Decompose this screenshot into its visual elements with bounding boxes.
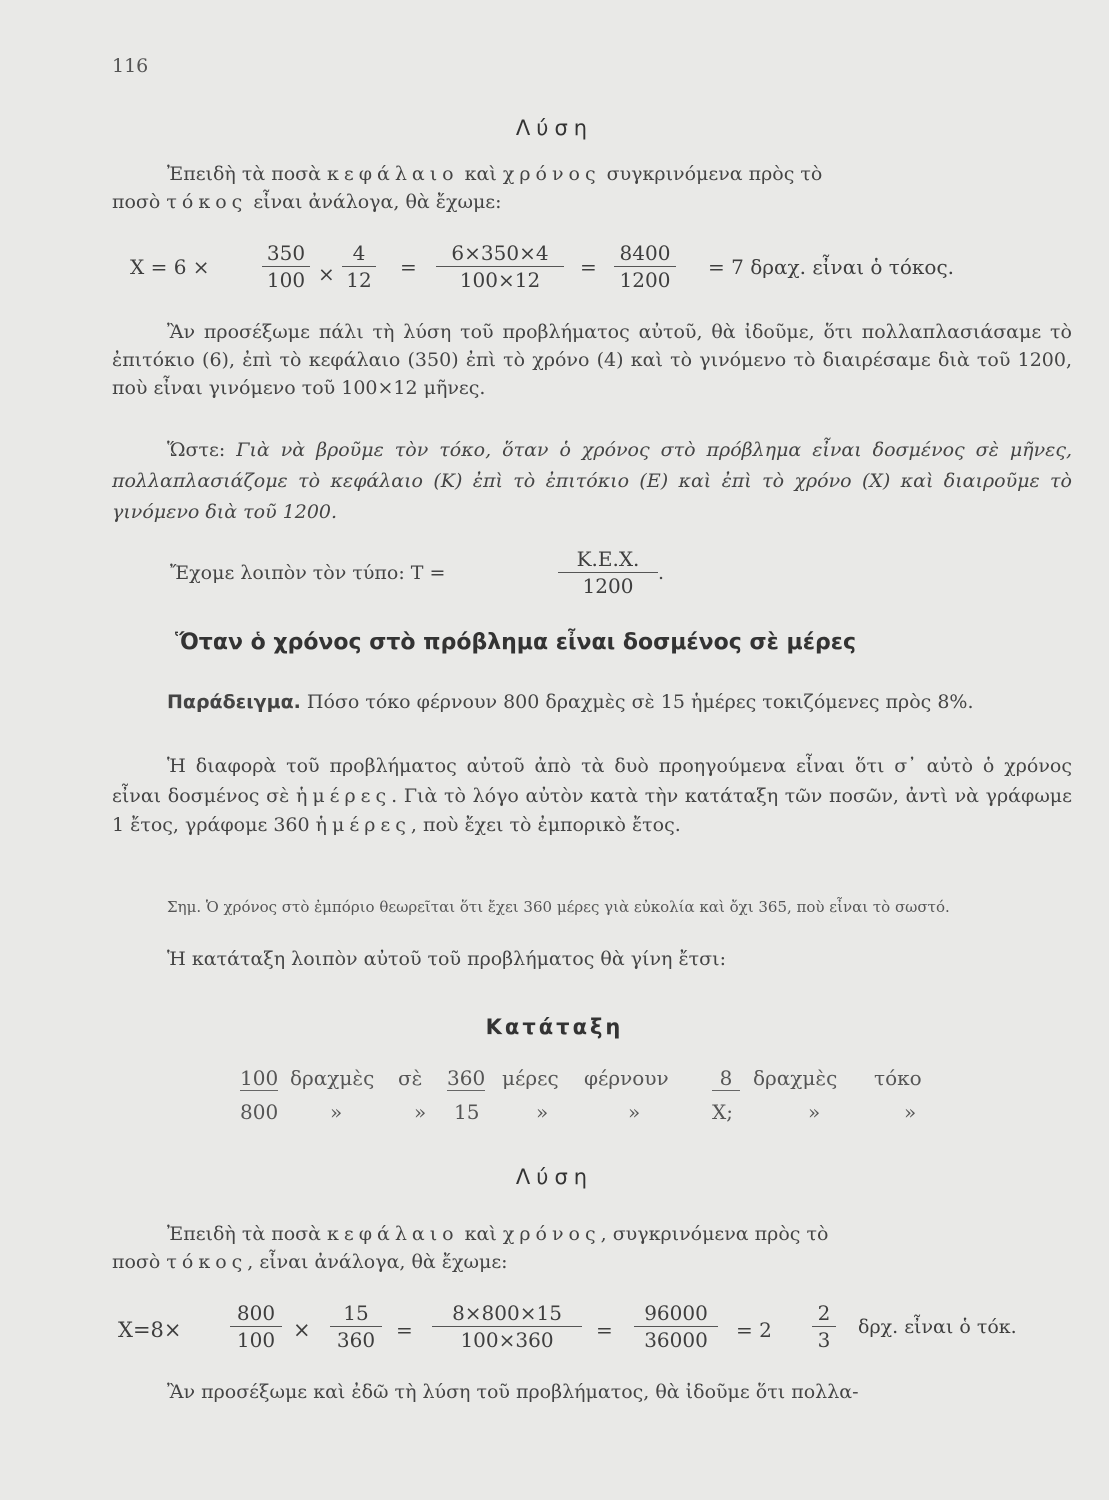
denominator: 1200 [619,268,671,292]
eq2-equals: = [596,1318,613,1342]
formula-suffix: . [658,562,665,584]
eq2-whole: = 2 [736,1318,772,1342]
note-text: Σημ. Ὁ χρόνος στὸ ἐμπόριο θεωρεῖται ὅτι ἔχει 360 μέρες γιὰ εὐκολία καὶ ὄχι 365, ποὺ εἶναι τὸ σωστό. [167,898,950,916]
table-cell: » [808,1100,821,1124]
numerator: 15 [330,1300,382,1327]
text-segment: καὶ [458,1223,503,1245]
table-cell: δραχμὲς [753,1066,838,1090]
spaced-word: ἡμέρες [315,814,411,836]
numerator: 2 [812,1300,836,1327]
denominator: 100 [266,268,306,292]
eq2-lhs: X=8× [118,1318,182,1342]
table-cell: X; [712,1100,733,1124]
note-paragraph [112,894,1072,920]
denominator: 36000 [644,1328,708,1352]
heading-solution-2: Λύση [515,1165,594,1189]
eq2-fraction-2 [330,1300,382,1353]
table-cell: 360 [447,1066,486,1090]
eq2-fraction-4 [634,1300,718,1353]
solution-2-text [112,1220,1072,1276]
table-cell: » [628,1100,641,1124]
section-title: Ὅταν ὁ χρόνος στὸ πρόβλημα εἶναι δοσμένος σὲ μέρες [175,630,856,655]
spaced-word: κεφάλαιο [327,1223,459,1245]
numerator: 8×800×15 [432,1300,582,1327]
denominator: 1200 [582,574,634,598]
eq2-equals: = [396,1318,413,1342]
heading-katataxi: Κατάταξη [485,1015,624,1039]
observation-text: Ἂν προσέξωμε πάλι τὴ λύση τοῦ προβλήματος αὐτοῦ, θὰ ἰδοῦμε, ὅτι πολλαπλασιάσαμε τὸ ἐπιτόκιο (6), ἐπὶ τὸ κεφάλαιο (350) ἐπὶ τὸ χρόνο (4) καὶ τὸ γινόμενο τὸ διαιρέσαμε διὰ τοῦ 1200, ποὺ εἶναι γινόμενο τοῦ 100×12 μῆνες. [112,321,1072,399]
eq1-equals: = [580,255,597,279]
difference-paragraph [112,752,1072,841]
text-segment: . Γιὰ τὸ λόγο αὐτὸν κατὰ τὴν κατάταξη τῶν ποσῶν, ἀντὶ νὰ γράφωμε 1 ἔτος, γράφομε 360 [112,784,1072,836]
numerator: 350 [262,240,310,267]
example-text: Πόσο τόκο φέρνουν 800 δραχμὲς σὲ 15 ἡμέρες τοκιζόμενες πρὸς 8%. [300,691,974,713]
table-cell: » [536,1100,549,1124]
denominator: 12 [346,268,372,292]
text-segment: συγκρινόμενα πρὸς τὸ [600,163,823,185]
text-segment: Ἐπειδὴ τὰ ποσὰ [167,1223,327,1245]
eq1-fraction-2 [342,240,376,293]
solution-1-text [112,160,1072,216]
eq1-fraction-1 [262,240,310,293]
katataxi-intro [112,945,1072,973]
eq1-fraction-3 [436,240,564,293]
eq2-fraction-1 [230,1300,282,1353]
spaced-word: κεφάλαιο [327,163,459,185]
example-paragraph [112,688,1072,716]
eq2-fraction-3 [432,1300,582,1353]
numerator: 96000 [634,1300,718,1327]
spaced-word: τόκος [166,191,248,213]
table-cell: μέρες [502,1066,559,1090]
eq1-equals: = [400,255,417,279]
denominator: 100×360 [460,1328,554,1352]
numerator: 4 [342,240,376,267]
formula-prefix: Ἔχομε λοιπὸν τὸν τύπο: T = [170,562,446,584]
rule-prefix: Ὥστε: [167,439,237,461]
denominator: 360 [336,1328,376,1352]
spaced-word: χρόνος [502,1223,601,1245]
text-segment: Ἐπειδὴ τὰ ποσὰ [167,163,327,185]
denominator: 100×12 [459,268,541,292]
eq2-result: δρχ. εἶναι ὁ τόκ. [858,1316,1017,1338]
table-cell: » [904,1100,917,1124]
table-cell: 800 [240,1100,279,1124]
table-cell: 15 [454,1100,480,1124]
table-cell: 8 [712,1066,740,1091]
eq1-fraction-4 [614,240,676,293]
text-segment: , ποὺ ἔχει τὸ ἐμπορικὸ ἔτος. [410,814,681,836]
rule-text: Γιὰ νὰ βροῦμε τὸν τόκο, ὅταν ὁ χρόνος στὸ πρόβλημα εἶναι δοσμένος σὲ μῆνες, πολλαπλασιάζομε τὸ κεφάλαιο (K) ἐπὶ τὸ ἐπιτόκιο (E) καὶ ἐπὶ τὸ χρόνο (X) καὶ διαιροῦμε τὸ γινόμενο διὰ τοῦ 1200. [112,439,1072,523]
numerator: 800 [230,1300,282,1327]
text-segment: εἶναι ἀνάλογα, θὰ ἔχωμε: [247,191,502,213]
spaced-word: ἡμέρες [295,784,392,807]
eq1-lhs: X = 6 × [130,255,210,279]
table-cell: 100 [240,1066,279,1090]
example-label: Παράδειγμα. [167,691,301,713]
denominator: 3 [817,1328,831,1352]
last-line [112,1378,1072,1406]
eq2-times: × [293,1318,311,1342]
page-number: 116 [112,55,149,77]
table-cell: » [330,1100,343,1124]
numerator: K.E.X. [558,546,658,573]
formula-fraction [558,546,658,599]
last-line-text: Ἂν προσέξωμε καὶ ἐδῶ τὴ λύση τοῦ προβλήματος, θὰ ἰδοῦμε ὅτι πολλα- [167,1381,859,1403]
text-segment: ποσὸ [112,191,167,213]
table-cell: τόκο [874,1066,922,1090]
spaced-word: τόκος [166,1251,248,1273]
katataxi-intro-text: Ἡ κατάταξη λοιπὸν αὐτοῦ τοῦ προβλήματος θὰ γίνη ἔτσι: [167,948,727,970]
table-cell: φέρνουν [584,1066,669,1090]
text-segment: , εἶναι ἀνάλογα, θὰ ἔχωμε: [247,1251,508,1273]
numerator: 8400 [614,240,676,267]
eq1-result: = 7 δραχ. εἶναι ὁ τόκος. [708,255,955,279]
numerator: 6×350×4 [436,240,564,267]
spaced-word: χρόνος [502,163,601,185]
denominator: 100 [236,1328,276,1352]
table-cell: δραχμὲς [290,1066,375,1090]
heading-solution-1: Λύση [515,116,594,140]
rule-paragraph [112,435,1072,528]
paragraph-observation [112,318,1072,402]
text-segment: ποσὸ [112,1251,167,1273]
text-segment: Ἡ διαφορὰ τοῦ προβλήματος αὐτοῦ ἀπὸ τὰ δυὸ προηγούμενα εἶναι ὅτι σ᾿ αὐτὸ ὁ χρόνος εἶναι δοσμένος σὲ [112,755,1072,807]
table-cell: » [414,1100,427,1124]
eq2-fraction-5 [812,1300,836,1353]
table-cell: σὲ [398,1066,423,1090]
eq1-times: × [318,262,335,286]
text-segment: , συγκρινόμενα πρὸς τὸ [600,1223,829,1245]
text-segment: καὶ [458,163,503,185]
